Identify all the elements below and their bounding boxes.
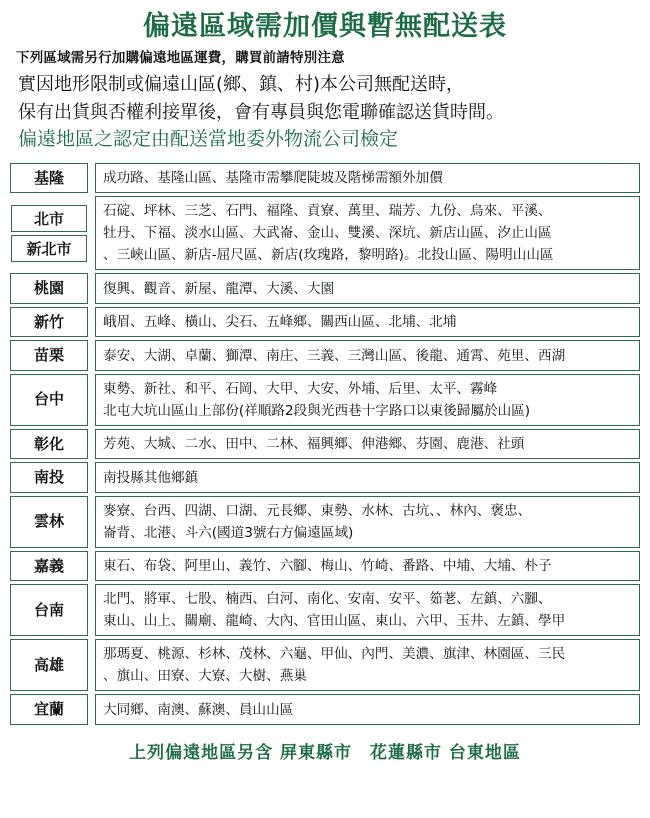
detail-line: 復興、觀音、新屋、龍潭、大溪、大園	[103, 280, 335, 297]
row-spacer	[88, 374, 95, 426]
row-spacer	[88, 273, 95, 304]
detail-line: 北門、將軍、七股、楠西、白河、南化、安南、安平、筎荖、左鎮、六腳、	[103, 591, 552, 608]
detail-line: 東勢、新社、和平、石岡、大甲、大安、外埔、后里、太平、霧峰	[103, 380, 498, 397]
region-label: 台南	[10, 584, 88, 636]
region-detail	[95, 163, 640, 194]
detail-line: 芳苑、大城、二水、田中、二林、福興鄉、伸港鄉、芬園、鹿港、社頭	[103, 436, 525, 453]
row-spacer	[88, 551, 95, 582]
row-spacer	[88, 196, 95, 270]
region-label: 苗栗	[10, 340, 88, 371]
region-detail	[95, 496, 640, 548]
detail-line: 大同鄉、南澳、蘇澳、員山山區	[103, 701, 294, 718]
row-spacer	[88, 429, 95, 460]
detail-line: 東石、布袋、阿里山、義竹、六腳、梅山、竹崎、番路、中埔、大埔、朴子	[103, 558, 552, 575]
region-detail	[95, 584, 640, 636]
footer-note: 上列偏遠地區另含 屏東縣市 花蓮縣市 台東地區	[129, 742, 521, 763]
region-detail	[95, 307, 640, 338]
region-label: 新北市	[11, 235, 87, 262]
row-spacer	[88, 496, 95, 548]
row-spacer	[88, 584, 95, 636]
region-detail	[95, 273, 640, 304]
region-label: 高雄	[10, 639, 88, 691]
region-detail	[95, 551, 640, 582]
notice-line-1-text: 實因地形限制或偏遠山區(鄉、鎮、村)本公司無配送時，	[18, 73, 465, 95]
region-label: 雲林	[10, 496, 88, 548]
remote-area-table	[10, 160, 640, 728]
detail-line: 、旗山、田寮、大寮、大樹、燕巢	[103, 668, 307, 685]
table-row	[10, 273, 640, 304]
region-detail	[95, 462, 640, 493]
region-detail	[95, 340, 640, 371]
detail-line: 北屯大坑山區山上部份(祥順路2段與光西巷十字路口以東後歸屬於山區)	[103, 402, 531, 419]
detail-line: 崙背、北港、斗六(國道3號右方偏遠區域)	[103, 524, 354, 541]
table-row	[10, 163, 640, 194]
region-detail	[95, 639, 640, 691]
table-row	[10, 429, 640, 460]
region-detail	[95, 196, 640, 270]
region-label: 新竹	[10, 307, 88, 338]
region-detail	[95, 429, 640, 460]
page-subtitle: 下列區域需另行加購偏遠地區運費，購買前請特別注意	[16, 49, 345, 66]
region-detail	[95, 374, 640, 426]
detail-line: 泰安、大湖、卓蘭、獅潭、南庄、三義、三灣山區、後龍、通霄、苑里、西湖	[103, 347, 566, 364]
detail-line: 峨眉、五峰、橫山、尖石、五峰鄉、關西山區、北埔、北埔	[103, 314, 457, 330]
certification-note: 偏遠地區之認定由配送當地委外物流公司檢定	[18, 128, 399, 151]
detail-line: 牡丹、下福、淡水山區、大武崙、金山、雙溪、深坑、新店山區、汐止山區	[103, 225, 552, 242]
notice-line-2-main: 保有出貨與否權利	[18, 101, 162, 123]
table-row	[10, 694, 640, 725]
region-label: 宜蘭	[10, 694, 88, 725]
region-label: 南投	[10, 462, 88, 493]
row-spacer	[88, 307, 95, 338]
row-spacer	[88, 639, 95, 691]
detail-line: 那瑪夏、桃源、杉林、茂林、六龜、甲仙、內門、美濃、旗津、林園區、三民	[103, 646, 566, 663]
row-spacer	[88, 694, 95, 725]
detail-line: 麥寮、台西、四湖、口湖、元長鄉、東勢、水林、古坑、、林內、褒忠、	[103, 502, 532, 519]
table-row	[10, 584, 640, 636]
region-label-group	[10, 196, 88, 270]
table-row	[10, 196, 640, 270]
table-row	[10, 340, 640, 371]
detail-line: 東山、山上、關廟、龍崎、大內、官田山區、東山、六甲、玉井、左鎮、學甲	[103, 613, 566, 630]
row-spacer	[88, 462, 95, 493]
detail-line: 石碇、坪林、三芝、石門、福隆、貢寮、萬里、瑞芳、九份、烏來、平溪、	[103, 203, 552, 220]
table-row	[10, 307, 640, 338]
detail-line: 南投縣其他鄉鎮	[103, 469, 199, 486]
table-row	[10, 374, 640, 426]
table-row	[10, 639, 640, 691]
region-label: 北市	[11, 205, 87, 232]
region-label: 基隆	[10, 163, 88, 194]
region-label: 桃園	[10, 273, 88, 304]
region-label: 彰化	[10, 429, 88, 460]
region-label: 嘉義	[10, 551, 88, 582]
detail-line: 成功路、基隆山區、基隆市需攀爬陡坡及階梯需額外加價	[103, 169, 443, 186]
row-spacer	[88, 163, 95, 194]
page-title: 偏遠區域需加價與暫無配送表	[143, 11, 507, 42]
region-label: 台中	[10, 374, 88, 426]
detail-line: 、三峽山區、新店-屈尺區、新店(玫瑰路，黎明路)。北投山區、陽明山山區	[103, 247, 554, 264]
table-row	[10, 496, 640, 548]
region-detail	[95, 694, 640, 725]
notice-line-2	[18, 100, 640, 125]
notice-line-1	[18, 72, 640, 98]
table-row	[10, 462, 640, 493]
table-row	[10, 551, 640, 582]
notice-line-2-small: 接單後，會有專員與您電聯確認送貨時間。	[162, 101, 504, 123]
row-spacer	[88, 340, 95, 371]
